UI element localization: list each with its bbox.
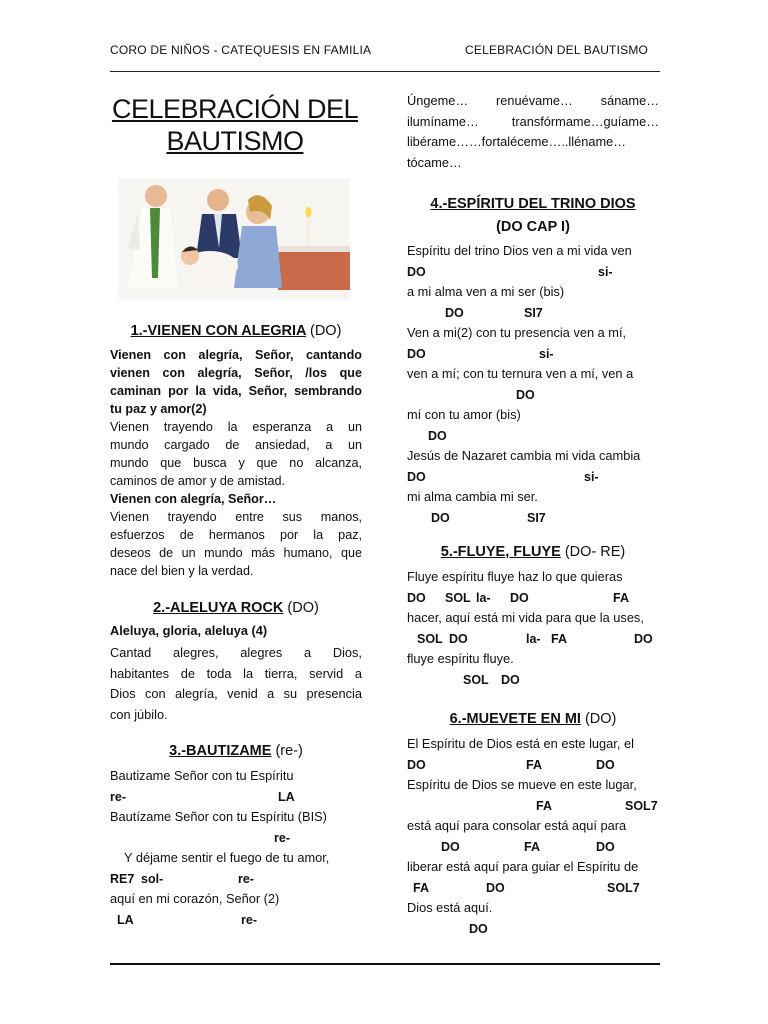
chord: sol- (141, 871, 164, 886)
song3-cont-line: Úngeme… renuévame… sáname… (407, 93, 659, 108)
song1-verse-line: Vienen trayendo la esperanza a un (110, 420, 362, 434)
song2-title: 2.-ALELUYA ROCK (153, 600, 284, 616)
song6-line: está aquí para consolar está aquí para (407, 818, 627, 833)
header-rule (110, 71, 660, 72)
song5-line: hacer, aquí está mi vida para que la uses, (407, 610, 644, 625)
song1-verse-line: esfuerzos de hermanos por la paz, (110, 528, 362, 542)
chord-row (407, 588, 659, 609)
chord: FA (524, 839, 540, 854)
song3-cont-line: tócame… (407, 154, 462, 170)
song6-line: liberar está aquí para guiar el Espíritu de (407, 859, 639, 874)
footer-rule (110, 963, 660, 965)
chord-row (407, 796, 659, 817)
chord: FA (413, 880, 429, 895)
song5-line: fluye espíritu fluye. (407, 651, 514, 666)
chord: LA (117, 912, 134, 927)
song1-title: 1.-VIENEN CON ALEGRIA (130, 323, 306, 339)
song4-title: 4.-ESPÍRITU DEL TRINO DIOS (430, 196, 636, 212)
song5-line: Fluye espíritu fluye haz lo que quieras (407, 569, 623, 584)
song6-heading (407, 711, 659, 727)
chord: si- (598, 264, 613, 279)
chord: DO (407, 346, 426, 361)
song2-verse-line: habitantes de toda la tierra, servid a (110, 665, 362, 681)
song2-verse-line: con júbilo. (110, 706, 168, 722)
song1-heading (110, 323, 362, 339)
song1-refrain: Vienen con alegría, Señor… (110, 492, 277, 506)
page-title (110, 93, 360, 157)
song3-line: Bautizame Señor con tu Espíritu (110, 768, 294, 783)
chord: la- (526, 631, 541, 646)
song1-key: (DO) (309, 323, 342, 339)
chord-row (407, 755, 659, 776)
chord: SI7 (527, 510, 546, 525)
song4-line: mi alma cambia mi ser. (407, 489, 538, 504)
chord: SI7 (524, 305, 543, 320)
chord-row (407, 919, 659, 940)
song2-body (110, 621, 362, 725)
song4-heading (407, 196, 659, 212)
chord-row (407, 878, 659, 899)
song3-line: Y déjame sentir el fuego de tu amor, (124, 850, 330, 865)
song2-verse-line: Cantad alegres, alegres a Dios, (110, 645, 362, 660)
chord: LA (278, 789, 295, 804)
song4-line: Espíritu del trino Dios ven a mi vida ven (407, 243, 632, 258)
chord-row (110, 828, 362, 849)
chord: FA (536, 798, 552, 813)
song6-line: El Espíritu de Dios está en este lugar, el (407, 736, 634, 751)
chord-row (407, 467, 659, 488)
song2-heading (110, 600, 362, 616)
chord: DO (516, 387, 535, 402)
chord-row (110, 910, 362, 931)
song6-title: 6.-MUEVETE EN MI (449, 711, 581, 727)
page-title-line2: BAUTISMO (166, 126, 304, 156)
song4-line: mí con tu amor (bis) (407, 407, 521, 422)
song1-chorus (110, 346, 362, 418)
chord: DO (431, 510, 450, 525)
chord-row (407, 670, 659, 691)
chord: SOL7 (625, 798, 658, 813)
song6-body (407, 734, 659, 939)
song5-title: 5.-FLUYE, FLUYE (440, 544, 561, 560)
chord: FA (551, 631, 567, 646)
song3-cont-line: ilumíname… transfórmame…guíame… (407, 113, 659, 129)
chord: FA (613, 590, 629, 605)
chord: DO (469, 921, 488, 936)
chord-row (407, 303, 659, 324)
song4-line: Ven a mi(2) con tu presencia ven a mí, (407, 325, 627, 340)
song1-chorus-line: caminan por la vida, Señor, sembrando (110, 384, 362, 398)
chord: DO (407, 264, 426, 279)
chord: DO (486, 880, 505, 895)
chord-row (407, 385, 659, 406)
header-left: CORO DE NIÑOS - CATEQUESIS EN FAMILIA (110, 43, 372, 57)
song5-key: (DO- RE) (564, 544, 626, 560)
song4-line: ven a mí; con tu ternura ven a mí, ven a (407, 366, 634, 381)
chord: DO (407, 590, 426, 605)
chord-row (407, 344, 659, 365)
chord: DO (449, 631, 468, 646)
song6-line: Espíritu de Dios se mueve en este lugar, (407, 777, 637, 792)
chord: SOL7 (607, 880, 640, 895)
chord: re- (274, 830, 290, 845)
chord-row (407, 508, 659, 529)
song4-subtitle: (DO CAP I) (496, 219, 570, 235)
song3-cont-line: libérame……fortaléceme…..lléname… (407, 134, 627, 149)
chord: FA (526, 757, 542, 772)
chord: DO (407, 469, 426, 484)
chord-row (110, 869, 362, 890)
song2-refrain: Aleluya, gloria, aleluya (4) (110, 623, 268, 638)
chord: re- (238, 871, 254, 886)
song1-verse-line: nace del bien y la verdad. (110, 564, 254, 578)
song1-chorus-line: tu paz y amor(2) (110, 402, 207, 416)
song1-verse-line: deseos de un mundo más humano, que (110, 546, 362, 560)
chord: DO (407, 757, 426, 772)
chord: si- (539, 346, 554, 361)
chord: DO (445, 305, 464, 320)
chord: DO (501, 672, 520, 687)
chord: DO (634, 631, 653, 646)
song4-subtitle-row (407, 219, 659, 235)
song3-body (110, 766, 362, 930)
chord-row (407, 629, 659, 650)
song1-verse-line: caminos de amor y de amistad. (110, 474, 285, 488)
song3-title: 3.-BAUTIZAME (169, 743, 272, 759)
song1-chorus-line: vienen con alegría, Señor, /los que (110, 366, 362, 380)
chord-row (407, 262, 659, 283)
chord: si- (584, 469, 599, 484)
song6-key: (DO) (584, 711, 617, 727)
song4-line: Jesús de Nazaret cambia mi vida cambia (407, 448, 641, 463)
song6-line: Dios está aquí. (407, 900, 493, 915)
song1-verse1 (110, 418, 362, 580)
song3-line: aquí en mi corazón, Señor (2) (110, 891, 280, 906)
song5-heading (407, 544, 659, 560)
song1-verse-line: mundo que busca y que no alcanza, (110, 456, 362, 470)
chord: SOL (417, 631, 443, 646)
header-right: CELEBRACIÓN DEL BAUTISMO (465, 43, 649, 57)
chord: DO (428, 428, 447, 443)
song1-chorus-line: Vienen con alegría, Señor, cantando (110, 348, 362, 362)
song1-verse-line: Vienen trayendo entre sus manos, (110, 510, 362, 524)
song4-line: a mi alma ven a mi ser (bis) (407, 284, 565, 299)
song5-body (407, 567, 659, 690)
page-title-line1: CELEBRACIÓN DEL (111, 94, 359, 124)
chord: la- (476, 590, 491, 605)
baptism-illustration (118, 178, 350, 300)
chord: SOL (463, 672, 489, 687)
chord: RE7 (110, 871, 135, 886)
chord: SOL (445, 590, 471, 605)
song3-line: Bautízame Señor con tu Espíritu (BIS) (110, 809, 327, 824)
song1-verse-line: mundo cargado de ansiedad, a un (110, 438, 362, 452)
song3-key: (re-) (275, 743, 303, 759)
song2-key: (DO) (287, 600, 319, 616)
song2-verse-line: Dios con alegría, venid a su presencia (110, 686, 362, 701)
song3-heading (110, 743, 362, 759)
song4-body (407, 241, 659, 528)
chord: DO (510, 590, 529, 605)
chord: DO (596, 757, 615, 772)
chord: DO (596, 839, 615, 854)
chord-row (407, 426, 659, 447)
chord: re- (241, 912, 257, 927)
chord: re- (110, 789, 126, 804)
chord-row (407, 837, 659, 858)
chord-row (110, 787, 362, 808)
song3-continuation (407, 91, 659, 173)
chord: DO (441, 839, 460, 854)
